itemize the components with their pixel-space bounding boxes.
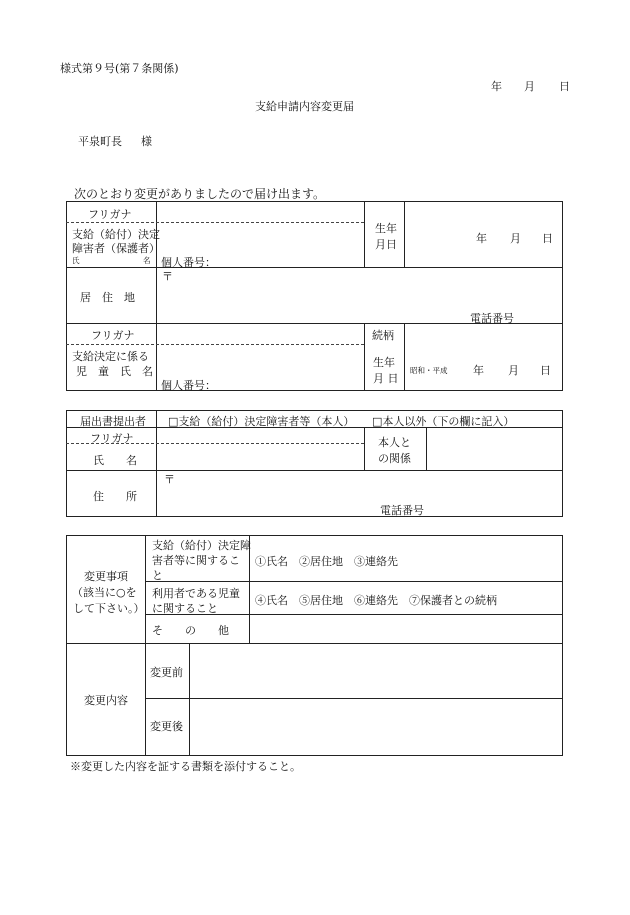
- date-month-label: 月: [524, 80, 535, 93]
- submitter-postal-mark: 〒: [164, 473, 175, 486]
- category2-options[interactable]: ④氏名 ⑤居住地 ⑥連絡先 ⑦保護者との続柄: [255, 594, 497, 607]
- birth-month: 月: [510, 232, 521, 245]
- child-label-line2: 児 童 氏 名: [76, 365, 153, 378]
- submitter-address-label: 住 所: [93, 490, 137, 503]
- change-item-label-2: （該当に○を: [72, 586, 137, 599]
- submitter-name-label: 氏 名: [93, 454, 137, 467]
- category1-line2: 害者等に関するこ: [152, 554, 240, 567]
- address-label: 居 住 地: [80, 291, 135, 304]
- intro-text: 次のとおり変更がありましたので届け出ます。: [74, 187, 326, 201]
- person-label-line2: 障害者（保護者）: [72, 242, 160, 255]
- before-label: 変更前: [150, 666, 183, 679]
- relation-label: 続柄: [372, 329, 394, 342]
- category1-options[interactable]: ①氏名 ②居住地 ③連絡先: [255, 555, 398, 568]
- category2-line1: 利用者である児童: [152, 587, 240, 600]
- my-number-label: 個人番号：: [161, 256, 216, 269]
- addressee: 平泉町長: [78, 135, 122, 148]
- form-number: 様式第９号(第７条関係): [60, 62, 179, 75]
- relation-to-self-1: 本人と: [378, 436, 411, 449]
- page-title: 支給申請内容変更届: [255, 100, 354, 113]
- child-birth-month: 月: [508, 364, 519, 377]
- era-label: 昭和・平成: [410, 366, 448, 375]
- child-birth-label-2: 月 日: [373, 372, 399, 385]
- footnote: ※変更した内容を証する書類を添付すること。: [70, 760, 301, 773]
- submitter-option-other[interactable]: □本人以外（下の欄に記入）: [372, 415, 515, 428]
- category3-label: そ の 他: [152, 624, 229, 637]
- after-label: 変更後: [150, 720, 183, 733]
- addressee-suffix: 様: [141, 135, 152, 148]
- category1-line1: 支給（給付）決定障: [152, 539, 251, 552]
- phone-label: 電話番号: [470, 312, 514, 325]
- category1-line3: と: [152, 569, 163, 582]
- submitter-label: 届出書提出者: [80, 415, 146, 428]
- birth-label-2: 月日: [375, 238, 397, 251]
- date-year-label: 年: [491, 80, 502, 93]
- person-label-mei: 名: [143, 256, 151, 265]
- date-day-label: 日: [559, 80, 570, 93]
- submitter-furigana-label: フリガナ: [90, 432, 134, 445]
- child-birth-label-1: 生年: [373, 356, 395, 369]
- submitter-option-self[interactable]: □支給（給付）決定障害者等（本人）: [168, 415, 355, 428]
- child-birth-day: 日: [540, 364, 551, 377]
- change-item-label-1: 変更事項: [84, 570, 128, 583]
- change-item-label-3: して下さい。）: [73, 602, 145, 615]
- category2-line2: に関すること: [152, 602, 218, 615]
- child-furigana-label: フリガナ: [91, 329, 135, 342]
- birth-year: 年: [476, 232, 487, 245]
- child-my-number-label: 個人番号：: [161, 379, 216, 392]
- submitter-phone-label: 電話番号: [380, 504, 424, 517]
- postal-mark: 〒: [162, 270, 173, 283]
- person-label-shi: 氏: [72, 256, 80, 265]
- birth-day: 日: [542, 232, 553, 245]
- child-label-line1: 支給決定に係る: [72, 350, 149, 363]
- change-content-label: 変更内容: [84, 694, 128, 707]
- birth-label-1: 生年: [375, 222, 397, 235]
- relation-to-self-2: の関係: [378, 452, 411, 465]
- child-birth-year: 年: [473, 364, 484, 377]
- furigana-label: フリガナ: [88, 208, 132, 221]
- person-label-line1: 支給（給付）決定: [72, 228, 160, 241]
